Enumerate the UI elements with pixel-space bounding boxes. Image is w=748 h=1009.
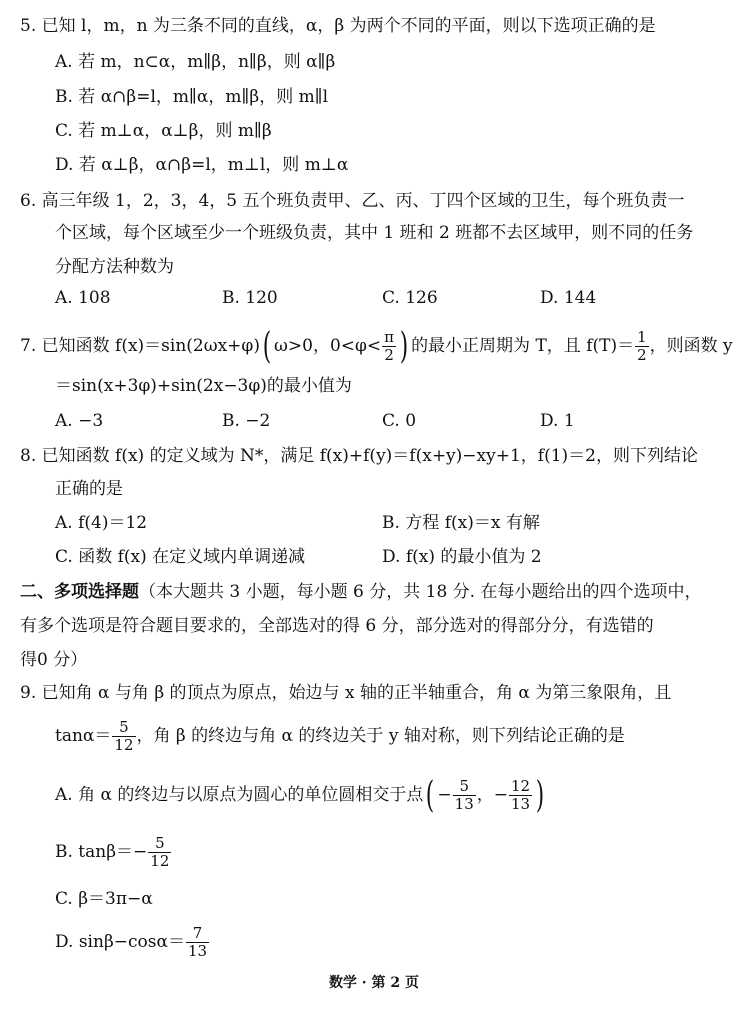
- q9-option-d: [55, 922, 210, 962]
- q9-stem-rest: ，角 β 的终边与角 α 的终边关于 y 轴对称，则下列结论正确的是: [136, 726, 625, 746]
- q5-option-b: B. 若 α∩β=l，m∥α，m∥β，则 m∥l: [55, 87, 329, 107]
- q9-a-fraction-y: $\frac{12}{13}$: [511, 777, 531, 813]
- q8-option-b: B. 方程 f(x)＝x 有解: [382, 513, 540, 533]
- q9-option-c: C. β＝3π−α: [55, 889, 153, 909]
- q7-option-b: B. −2: [222, 411, 271, 431]
- q7-condition: ω>0，0<φ<: [274, 336, 382, 356]
- q8-option-d: D. f(x) 的最小值为 2: [382, 547, 542, 567]
- q7-pi-over-2: $\frac{\pi}{2}$: [384, 328, 395, 364]
- q9-option-a: A. 角 α 的终边与以原点为圆心的单位圆相交于点( − $\frac{5}{13}$ ，− $\frac{12}{13}$ ): [55, 774, 545, 816]
- section2-title: 二、多项选择题: [20, 582, 139, 602]
- q7-option-c: C. 0: [382, 411, 417, 431]
- q6-option-d: D. 144: [540, 288, 597, 308]
- q9-a-fraction-x: $\frac{5}{13}$: [454, 777, 474, 813]
- q5-option-a: A. 若 m，n⊂α，m∥β，n∥β，则 α∥β: [55, 52, 336, 72]
- q9-option-b: [55, 832, 172, 872]
- q6-stem-line3: 分配方法种数为: [55, 257, 174, 277]
- q9-option-b-text: B. tanβ＝−: [55, 842, 148, 862]
- q8-stem-line1: 8. 已知函数 f(x) 的定义域为 N*，满足 f(x)+f(y)＝f(x+y)−xy+1，f(1)＝2，则下列结论: [20, 446, 698, 466]
- q7-one-half: $\frac{1}{2}$: [637, 328, 647, 364]
- q6-option-c: C. 126: [382, 288, 438, 308]
- section2-desc-line2: 有多个选项是符合题目要求的，全部选对的得 6 分，部分选对的得部分分，有选错的: [20, 616, 654, 636]
- section2-desc-line3: 得0 分）: [20, 650, 88, 670]
- q9-stem-line1: 9. 已知角 α 与角 β 的顶点为原点，始边与 x 轴的正半轴重合，角 α 为第三象限角，且: [20, 683, 672, 703]
- q5-option-c: C. 若 m⊥α，α⊥β，则 m∥β: [55, 121, 272, 141]
- q9-d-fraction: $\frac{7}{13}$: [187, 924, 208, 960]
- q7-stem-line1: [20, 326, 733, 367]
- q7-stem-b: 的最小正周期为 T，且 f(T)＝: [411, 336, 635, 356]
- q9-b-fraction: $\frac{5}{12}$: [150, 834, 170, 870]
- q7-option-a: A. −3: [55, 411, 104, 431]
- q9-stem-line2: [55, 716, 625, 756]
- q7-paren-left: (: [262, 325, 272, 367]
- q9-tan-alpha: tanα＝: [55, 726, 112, 746]
- section2-header: [20, 580, 702, 604]
- q5-option-d: D. 若 α⊥β，α∩β=l，m⊥l，则 m⊥α: [55, 155, 349, 175]
- q9-option-a-text: A. 角 α 的终边与以原点为圆心的单位圆相交于点: [55, 785, 424, 805]
- q5-stem: 5. 已知 l，m，n 为三条不同的直线，α，β 为两个不同的平面，则以下选项正确的是: [20, 16, 656, 36]
- q6-option-a: A. 108: [55, 288, 111, 308]
- q9-tan-fraction: $\frac{5}{12}$: [114, 718, 134, 754]
- q7-stem-line2: ＝sin(x+3φ)+sin(2x−3φ)的最小值为: [55, 376, 352, 396]
- q7-stem-a: 7. 已知函数 f(x)＝sin(2ωx+φ): [20, 336, 260, 356]
- q9-option-d-text: D. sinβ−cosα＝: [55, 932, 185, 952]
- q6-stem-line1: 6. 高三年级 1，2，3，4，5 五个班负责甲、乙、丙、丁四个区域的卫生，每个班负责一: [20, 191, 685, 211]
- q8-stem-line2: 正确的是: [55, 479, 123, 499]
- section2-desc-line1: （本大题共 3 小题，每小题 6 分，共 18 分. 在每小题给出的四个选项中，: [139, 582, 702, 602]
- q6-option-b: B. 120: [222, 288, 278, 308]
- q8-option-c: C. 函数 f(x) 在定义域内单调递减: [55, 547, 306, 567]
- q6-stem-line2: 个区域，每个区域至少一个班级负责，其中 1 班和 2 班都不去区域甲，则不同的任务: [55, 223, 694, 243]
- q7-option-d: D. 1: [540, 411, 575, 431]
- q8-option-a: A. f(4)＝12: [55, 513, 148, 533]
- q7-paren-right: ): [399, 325, 409, 367]
- page-footer: 数学 · 第 2 页: [328, 975, 420, 991]
- q7-stem-c: ，则函数 y: [649, 336, 733, 356]
